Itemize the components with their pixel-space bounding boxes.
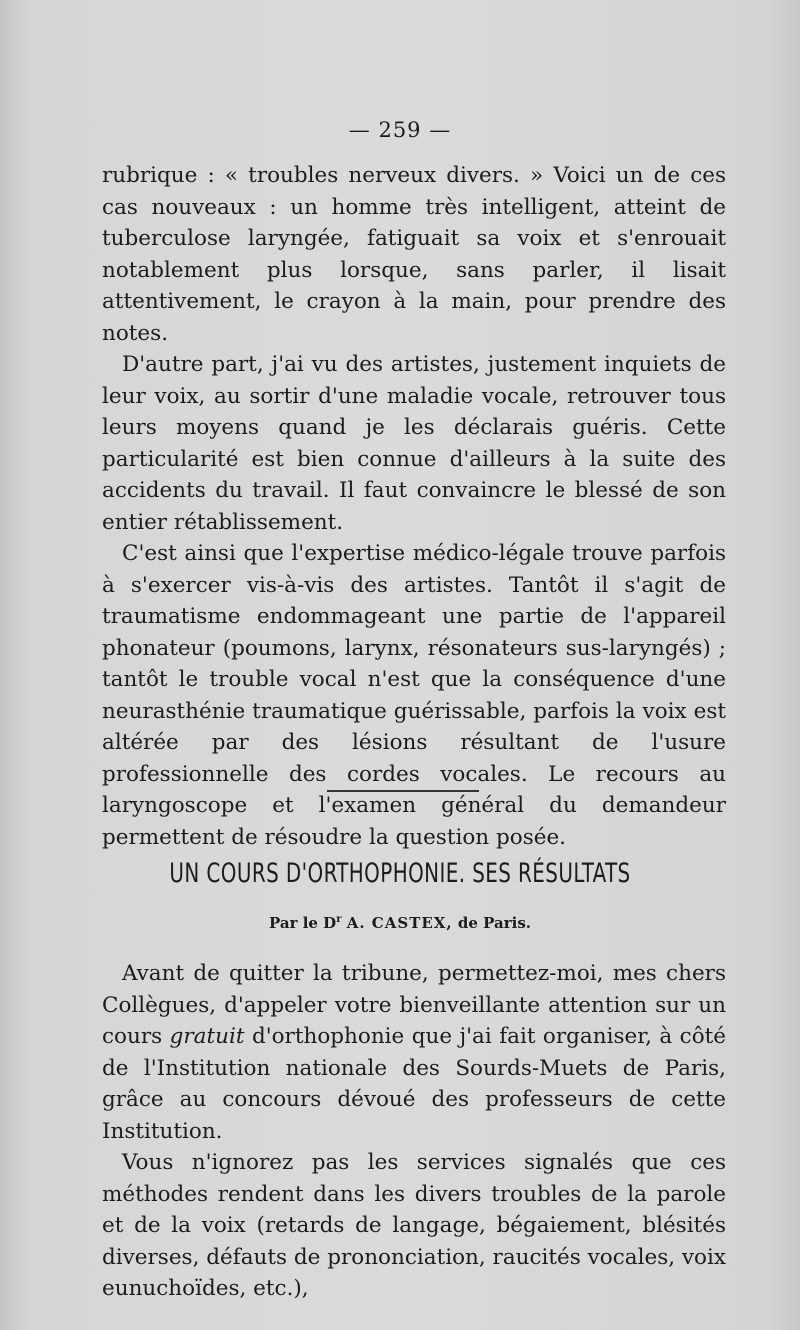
- article-title: UN COURS D'ORTHOPHONIE. SES RÉSULTATS: [169, 858, 631, 889]
- paragraph: Vous n'ignorez pas les services signalés que ces méthodes rendent dans les divers troubles de la parole et de la voix (retards de langage, bégaiement, blésités diverses, défauts de prononciation, raucités vocales, voix eunuchoïdes, etc.),: [102, 1150, 726, 1301]
- italic-word: gratuit: [169, 1024, 245, 1049]
- article-byline: [0, 914, 800, 932]
- paragraph: D'autre part, j'ai vu des artistes, justement inquiets de leur voix, au sortir d'une maladie vocale, retrouver tous leurs moyens quand je les déclarais guéris. Cette particularité est bien connue d'ailleurs à la suite des accidents du travail. Il faut convaincre le blessé de son entier rétablissement.: [102, 352, 726, 535]
- page-number: — 259 —: [348, 118, 452, 142]
- byline-author: A. CASTEX,: [346, 914, 453, 932]
- paragraph-part: Avant de quitter la tribune, permettez-moi, mes chers Collègues, d'appeler votre bienveillante attention sur un cours: [102, 961, 726, 1049]
- paragraph: [102, 958, 726, 1147]
- byline-prefix: Par le D: [268, 914, 337, 932]
- byline-sup: r: [336, 914, 342, 925]
- section-text: [102, 160, 726, 853]
- article-text: [102, 958, 726, 1305]
- paragraph: C'est ainsi que l'expertise médico-légale trouve parfois à s'exercer vis-à-vis des artistes. Tantôt il s'agit de traumatisme endommageant une partie de l'appareil phonateur (poumons, larynx, résonateurs sus-laryngés) ; tantôt le trouble vocal n'est que la conséquence d'une neurasthénie traumatique guérissable, parfois la voix est altérée par des lésions résultant de l'usure professionnelle des cordes vocales. Le recours au laryngoscope et l'examen général du demandeur permettent de résoudre la question posée.: [102, 541, 726, 850]
- section-divider: [327, 790, 479, 792]
- paragraph: rubrique : « troubles nerveux divers. » Voici un de ces cas nouveaux : un homme très intelligent, atteint de tuberculose laryngée, fatiguait sa voix et s'enrouait notablement plus lorsque, sans parler, il lisait attentivement, le crayon à la main, pour prendre des notes.: [102, 163, 726, 346]
- paragraph-part: d'orthophonie que j'ai fait organiser, à côté de l'Institution nationale des Sourds-Muets de Paris, grâce au concours dévoué des professeurs de cette Institution.: [102, 1024, 726, 1144]
- byline-suffix: de Paris.: [457, 914, 532, 932]
